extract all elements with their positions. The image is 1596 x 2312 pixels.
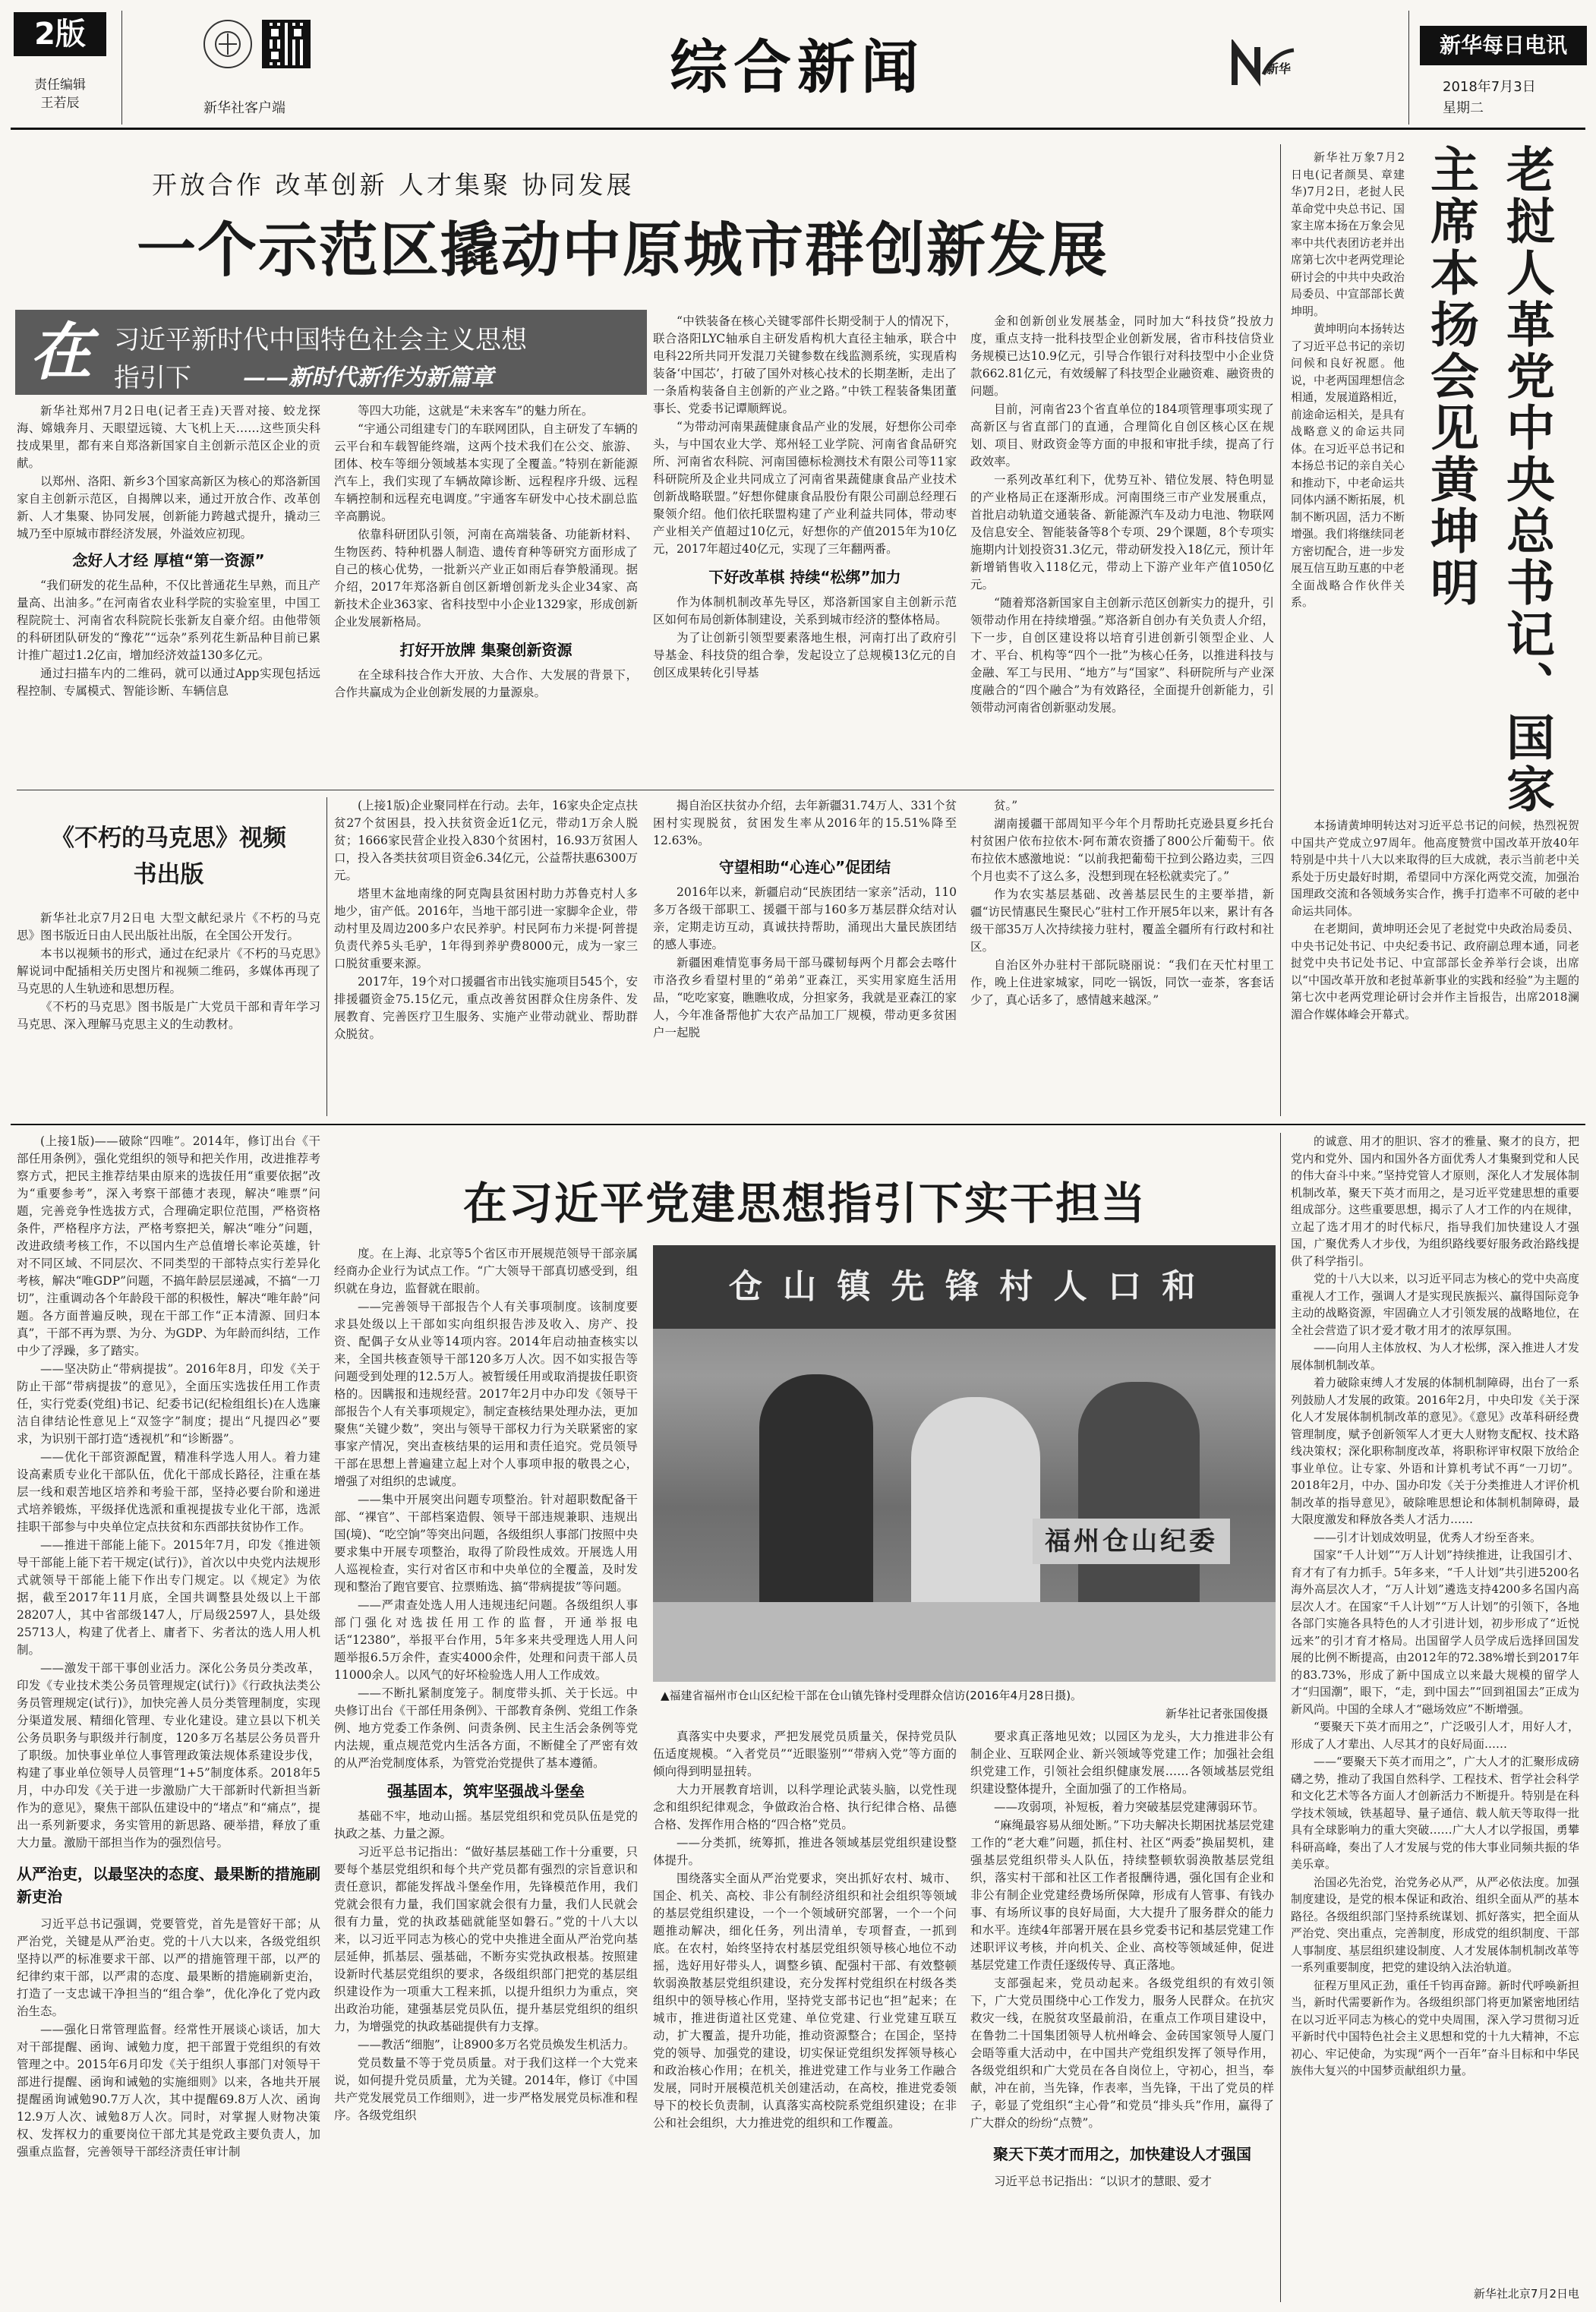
paragraph: ——教活“细胞”，让8900多万名党员焕发生机活力。	[358, 2038, 636, 2052]
paragraph: ——优化干部资源配置，精准科学选人用人。着力建设高素质专业化干部队伍，优化干部成长路径，注重在基层一线和艰苦地区培养和考验干部，坚持必要台阶和递进式培养锻炼，平级择优选派和重视提拔专业化干部，选派挂职干部参与中央单位定点扶贫和东西部扶贫协作工作。	[17, 1450, 320, 1534]
paragraph: 基础不牢，地动山摇。基层党组织和党员队伍是党的执政之基、力量之源。	[334, 1809, 638, 1840]
paragraph: 贫。”	[994, 799, 1018, 812]
series-tag: ——新时代新作为新篇章	[243, 364, 494, 391]
right-story-body-bottom	[1291, 817, 1579, 1116]
paragraph: ——完善领导干部报告个人有关事项制度。该制度要求县处级以上干部如实向组织报告涉及收入、房产、投资、配偶子女从业等14项内容。2014年启动抽查核实以来，全国共核查领导干部120多万人次。因不如实报告等问题受到处理的12.5万人。被暂缓任用或取消提拔任职资格的。因瞒报和违规经营。2017年2月中办印发《领导干部报告个人有关事项规定》，制定查核结果处理办法，更加聚焦“关键少数”，突出与领导干部权力行为关联紧密的家事家产情况，突出查核结果的运用和责任追究。党员领导干部在思想上普遍建立起上对个人事项申报的敬畏之心，增强了对组织的忠诚度。	[334, 1300, 638, 1488]
paragraph: 习近平总书记强调，党要管党，首先是管好干部；从严治党，关键是从严治吏。党的十八大以来，各级党组织坚持以严的标准要求干部、以严的措施管理干部，以严的纪律约束干部，以严肃的态度、最果断的措施刷新吏治，打造了一支忠诚干净担当的“组合拳”，优化净化了党内政治生态。	[17, 1917, 320, 2018]
paragraph: 塔里木盆地南缘的阿克陶县贫困村助力苏鲁克村人多地少，宙产低。2016年，当地干部引进一家脚伞企业，带动村里及周边200多户农民养驴。村民阿布力米提·阿普提负责代养5头毛驴，1年得到养驴费8000元，成为一家三口脱贫重要来源。	[334, 887, 638, 970]
editor-credit	[14, 76, 106, 112]
jump-story-col1	[334, 797, 638, 1116]
paper-name: 新华每日电讯	[1420, 26, 1587, 65]
paragraph: (上接1版)企业聚同样在行动。去年，16家央企定点扶贫27个贫困县，投入扶贫资金近1亿元，带动1万余人脱贫；1666家民营企业投入830个贫困村，16.93万贫困人口，投入各类扶贫项目资金6.34亿元，公益帮扶惠6300万元。	[334, 799, 638, 882]
subhead: 打好开放牌 集聚创新资源	[399, 641, 572, 659]
paragraph: 真落实中央要求，严把发展党员质量关，保持党员队伍适度规模。“入者党员”“近眼鉴别”“带病入党”等方面的倾向得到明显扭转。	[653, 1730, 957, 1778]
paragraph: 本扬请黄坤明转达对习近平总书记的问候，热烈祝贺中国共产党成立97周年。他高度赞赏中国改革开放40年特别是中共十八大以来取得的巨大成就，表示当前老中关系处于历史最好时期，希望同中方深化两党交流，加强治国理政交流和各领域务实合作，携手打造率不可破的老中命运共同体。	[1291, 819, 1579, 918]
paragraph: 新华社郑州7月2日电(记者王垚)天晋对接、蛟龙探海、嫦娥奔月、天眼望远镜、大飞机上天……这些顶尖科技成果里，都有来自郑洛新国家自主创新示范区企业的贡献。	[17, 404, 320, 470]
sidebar-headline: 《不朽的马克思》视频书出版	[51, 825, 286, 888]
jump-story-col3	[970, 797, 1274, 1116]
paragraph: “宇通公司组建专门的车联网团队，自主研发了车辆的云平台和车载智能终端，这两个技术我们在公交、旅游、团体、校车等细分领域基本实现了全覆盖。”特别在新能源汽车上，我们实现了车辆故障诊断、远程程序升级、远程车辆控制和远程充电调度。”宇通客车研发中心技术副总监辛高鹏说。	[334, 422, 638, 523]
paragraph: 黄坤明向本扬转达了习近平总书记的亲切问候和良好祝愿。他说，中老两国理想信念相通，发展道路相近，前途命运相关，是具有战略意义的命运共同体。在习近平总书记和本扬总书记的亲自关心和推动下，中老命运共同体内涵不断拓展，机制不断巩固，活力不断增强。我们将继续同老方密切配合，进一步发展互信互助互惠的中老全面战略合作伙伴关系。	[1291, 322, 1405, 609]
paragraph: 新疆困难情览事务局干部马碟韧每两个月都会去喀什市洛孜乡看望村里的“弟弟”亚森江，买实用家庭生活用品，“吃吃家宴，瞧瞧收成，分担家务，我就是亚森江的家人，今年准备帮他扩大农产品加工厂规模，带动更多贫困户一起脱	[653, 956, 957, 1039]
masthead	[0, 0, 1596, 129]
paragraph: 党员数量不等于党员质量。对于我们这样一个大党来说，如何提升党员质量，尤为关键。2014年，修订《中国共产党发展党员工作细则》，进一步严格发展党员标准和程序。各级党组织	[334, 2056, 638, 2122]
qr-caption: 新华社客户端	[203, 100, 285, 116]
main-story-col3	[653, 313, 957, 782]
paragraph: 支部强起来，党员动起来。各级党组织的有效引领下，广大党员围绕中心工作发力，服务人民群众。在抗灾救灾一线，在脱贫攻坚最前沿，在重点工作项目建设中，在鲁勃二十国集团领导人杭州峰会、金砖国家领导人厦门会晤等重大活动中，在中国共产党组织发挥了领导作用，各级党组织和广大党员在各自岗位上，守初心，担当，奉献，冲在前，当先锋，作表率，当先锋，干出了党员的样子，彰显了党组织“主心骨”和党员“排头兵”作用，赢得了广大群众的纷纷“点赞”。	[970, 1976, 1274, 2130]
paragraph: 等四大功能，这就是“未来客车”的魅力所在。	[358, 404, 594, 418]
paragraph: 新华社北京7月2日电 大型文献纪录片《不朽的马克思》图书版近日由人民出版社出版，在全国公开发行。	[17, 911, 320, 942]
paragraph: ——攻弱项，补短板，着力突破基层党建薄弱环节。	[994, 1800, 1265, 1814]
editor-role: 责任编辑	[34, 77, 86, 93]
qr-code-icon[interactable]	[262, 20, 311, 68]
paragraph: 习近平总书记指出：“以识才的慧眼、爱才	[994, 2175, 1212, 2188]
paragraph: 作为农实基层基础、改善基层民生的主要举措，新疆“访民情惠民生聚民心”驻村工作开展5年以来，累计有各级干部35万人次持续接力驻村，覆盖全疆所有行政村和社区。	[970, 888, 1274, 954]
paragraph: 以郑州、洛阳、新乡3个国家高新区为核心的郑洛新国家自主创新示范区，自揭牌以来，通过开放合作、改革创新、人才集聚、协同发展，创新能力跨越式提升，撬动三城乃至中原城市群经济发展，外溢效应初现。	[17, 475, 320, 541]
paragraph: “麻绳最容易从细处断。”下功夫解决长期困扰基层党建工作的“老大难”问题，抓住村、社区“两委”换届契机，建强基层党组织带头人队伍，持续整顿软弱涣散基层党组织，落实村干部和社区工作者报酬待遇，强化国有企业和非公有制企业党建经费场所保障，形成有人管事、有钱办事、有场所议事的良好局面，大大提升了服务群众的能力和水平。连续4年部署开展在县乡党委书记和基层党建工作述职评议考核，并向机关、企业、高校等领域延伸，促进基层党建工作责任逐级传导、真正落地。	[970, 1818, 1274, 1972]
main-story-col1	[17, 402, 320, 782]
paragraph: 国家“千人计划”“万人计划”持续推进，让我国引才、育才有了有力抓手。5年多来，“千人计划”共引进5200名海外高层次人才，“万人计划”遴选支持4200多名国内高层次人才。在国家“千人计划”“万人计划”的引领下，各地各部门实施各具特色的人才引进计划，初步形成了“近悦远来”的引才育才格局。出国留学人员学成后选择回国发展的比例不断提高，由2012年的72.38%增长到2017年的83.73%，形成了新中国成立以来最大规模的留学人才“归国潮”，眼下，“走，到中国去”“回到祖国去”正成为新风尚。中国的全球人才“磁场效应”不断增强。	[1291, 1548, 1579, 1716]
paragraph: 的诚意、用才的胆识、容才的雅量、聚才的良方，把党内和党外、国内和国外各方面优秀人才集聚到党和人民的伟大奋斗中来。”坚持党管人才原则，深化人才发展体制机制改革，聚天下英才而用之，是习近平党建思想的重要组成部分。这些重要思想，揭示了人才工作的内在规律，立起了选才用才的时代标尺，指导我们加快建设人才强国，广聚优秀人才步伐，为组织路线要好服务政治路线提供了科学指引。	[1291, 1134, 1579, 1268]
paragraph: “随着郑洛新国家自主创新示范区创新实力的提升，引领带动作用在持续增强。”郑洛新自创办有关负责人介绍，下一步，自创区建设将以培育引进创新引领型企业、人才、平台、机构等“四个一批”为核心任务，以推进科技与金融、军工与民用、“地方”与“国家”、科研院所与产业深度融合的“四个融合”为有效路径，全面提升创新能力，引领带动河南省创新驱动发展。	[970, 596, 1274, 714]
editor-name: 王若辰	[40, 96, 80, 111]
brand-logo-text: 新华	[1266, 62, 1292, 76]
paragraph: ——分类抓，统筹抓，推进各领域基层党组织建设整体提升。	[653, 1836, 957, 1867]
paragraph: ——向用人主体放权、为人才松绑，深入推进人才发展体制机制改革。	[1291, 1341, 1579, 1372]
right-headline-text: 老挝人革党中央总书记、国家主席本扬会见黄坤明	[1422, 144, 1554, 815]
paragraph: 大力开展教育培训，以科学理论武装头脑，以党性现念和组织纪律观念，争做政治合格、执行纪律合格、品德合格、发挥作用合格的“四合格”党员。	[653, 1783, 957, 1831]
sidebar-book-story	[17, 820, 320, 1116]
section-title: 综合新闻	[670, 33, 925, 101]
subhead: 强基固本，筑牢坚强战斗堡垒	[387, 1782, 585, 1800]
paragraph: 征程万里风正劲，重任千钧再奋蹄。新时代呼唤新担当，新时代需要新作为。各级组织部门将更加紧密地团结在以习近平同志为核心的党中央周围，深入学习贯彻习近平新时代中国特色社会主义思想和党的十九大精神，不忘初心、牢记使命，为实现“两个一百年”奋斗目标和中华民族伟大复兴的中国梦贡献组织力量。	[1291, 1978, 1579, 2077]
bottom-col1	[17, 1133, 320, 2302]
subhead: 守望相助“心连心”促团结	[718, 858, 891, 876]
paragraph: 在老期间，黄坤明还会见了老挝党中央政治局委员、中央书记处书记、中央纪委书记、政府副总理本通，同老挝党中央书记处书记、中宣部部长金养举行会谈，出席以“中国改革开放和老挝革新事业的实践和经验”为主题的第七次中老两党理论研讨会并作主旨报告，出席2018澜湄合作媒体峰会开幕式。	[1291, 922, 1579, 1021]
paragraph: 湖南援疆干部周知平今年个月帮助托克逊县夏乡托台村贫困户依布拉依木·阿布萧农资播了800公斤葡萄干。依布拉依木感激地说：“以前我把葡萄干拉到公路边卖，三四个月也卖不了这么多，没想到现在轻松就卖完了。”	[970, 817, 1274, 883]
series-big-char: 在	[30, 316, 92, 389]
paragraph: “要聚天下英才而用之”，广泛吸引人才，用好人才，形成了人才辈出、人尽其才的良好局面……	[1291, 1720, 1579, 1751]
photo-banner: 福州仓山纪委	[1033, 1519, 1230, 1564]
subhead: 从严治吏，以最坚决的态度、最果断的措施刷新吏治	[17, 1865, 320, 1906]
paragraph: 一系列改革红利下，优势互补、错位发展、特色明显的产业格局正在逐渐形成。河南围绕三市产业发展重点，首批启动轨道交通装备、新能源汽车及动力电池、物联网及信息安全、智能装备等8个专项、29个课题，8个专项实施期内计划投资31.3亿元，带动研发投入18亿元，预计年新增销售收入118亿元，带动上下游产业年产值1050亿元。	[970, 473, 1274, 591]
paragraph: 习近平总书记指出：“做好基层基础工作十分重要，只要每个基层党组织和每个共产党员都有强烈的宗旨意识和责任意识，都能发挥战斗堡垒作用，先锋模范作用，我们党就会很有力量，我们国家就会很有力量，我们人民就会很有力量，党的执政基础就能坚如磐石。”党的十八大以来，以习近平同志为核心的党中央推进全面从严治党向基层延伸，抓基层、强基础，不断夯实党执政根基。按照建设新时代基层党组织的要求，各级组织部门把党的基层组织建设作为一项重大工程来抓，以提升组织力为重点，突出政治功能，建强基层党员队伍，提升基层党组织的组织力，为增强党的执政基础提供有力支撑。	[334, 1845, 638, 2033]
bottom-col4	[970, 1728, 1274, 2302]
paragraph: “为带动河南果蔬健康食品产业的发展，好想你公司牵头，与中国农业大学、郑州轻工业学院、河南省食品研究所、河南省农科院、河南国德标检测技术有限公司等11家科研院所及企业共同成立了河南省果蔬健康食品产业技术创新战略联盟。”好想你健康食品股份有限公司副总经理石聚领介绍。他们依托联盟构建了产业利益共同体，带动枣产业相关产值超过10亿元，好想你的产值2015年为10亿元，2017年超过40亿元，实现了三年翻两番。	[653, 420, 957, 556]
paragraph: 为了让创新引领型要素落地生根，河南打出了政府引导基金、科技贷的组合拳，发起设立了总规模13亿元的自创区成果转化引导基	[653, 631, 957, 680]
series-banner	[15, 310, 647, 395]
paragraph: ——“要聚天下英才而用之”，广大人才的汇聚形成磅礴之势，推动了我国自然科学、工程技术、哲学社会科学和文化艺术等各方面人才创新活力不断提升。特别是在科学技术领域，铁基超导、量子通信、载人航天等取得一批具有全球影响力的重大突破……广大人才以学报国，勇攀科研高峰，奏出了人才发展与党的伟大事业同频共振的华美乐章。	[1291, 1755, 1579, 1871]
paragraph: ——激发干部干事创业活力。深化公务员分类改革，印发《专业技术类公务员管理规定(试行)》《行政执法类公务员管理规定(试行)》，加快完善人员分类管理制度，实现分渠道发展、精细化管理、专业化建设。建立县以下机关公务员职务与职级并行制度，120多万名基层公务员晋升了职级。加快事业单位人事管理政策法规体系建设步伐，构建了事业单位领导人员管理“1+5”制度体系。2018年5月，中办印发《关于进一步激励广大干部新时代新担当新作为的意见》，聚焦干部队伍建设中的“堵点”和“痛点”，提出一系列新要求，务实管用的新思路、硬举措，释放了重大力量。激励干部担当作为的强烈信号。	[17, 1661, 320, 1850]
page-number-box: 2版	[14, 12, 106, 56]
paragraph: 2016年以来，新疆启动“民族团结一家亲”活动，110多万各级干部职工、援疆干部与160多万基层群众结对认亲，定期走访互动，真诚扶持帮助，涌现出大量民族团结的感人事迹。	[653, 885, 957, 951]
bottom-dateline: 新华社北京7月2日电	[1473, 2287, 1579, 2301]
paragraph: 治国必先治党，治党务必从严，从严必依法度。加强制度建设，是党的根本保证和政治、组织全面从严的基本路径。各级组织部门坚持系统谋划、抓好落实，把全面从严治党、突出重点，完善制度，形成党的组织制度、干部人事制度、基层组织建设制度、人才发展体制机制改革等一系列重要制度，把党的建设纳入法治轨道。	[1291, 1875, 1579, 1974]
photo-caption: ▲福建省福州市仓山区纪检干部在仓山镇先锋村受理群众信访(2016年4月28日摄)。	[661, 1689, 1083, 1702]
paragraph: 在全球科技合作大开放、大合作、大发展的背景下，合作共赢成为企业创新发展的力量源泉。	[334, 668, 638, 699]
bottom-col3	[653, 1728, 957, 2302]
main-story-col4	[970, 313, 1274, 782]
bottom-col5	[1291, 1133, 1579, 2281]
paragraph: 要求真正落地见效；以园区为龙头，大力推进非公有制企业、互联网企业、新兴领域等党建工作；加强社会组织党建工作，引领社会组织健康发展……各领域基层党组织建设整体提升，全面加强了的工作格局。	[970, 1730, 1274, 1796]
paragraph: 党的十八大以来，以习近平同志为核心的党中央高度重视人才工作，强调人才是实现民族振兴、赢得国际竞争主动的战略资源，牢固确立人才引领发展的战略地位，在全社会营造了识才爱才敬才用才的浓厚氛围。	[1291, 1272, 1579, 1337]
paragraph: ——不断扎紧制度笼子。制度带头抓、关于长远。中央修订出台《干部任用条例》、干部教育条例、党组工作条例、地方党委工作条例、问责条例、民主生活会条例等党内法规，重点规范党内生活各方面，不断健全了严密有效的从严治党制度体系，为管党治党提供了基本遵循。	[334, 1686, 638, 1770]
issue-weekday: 星期二	[1443, 100, 1484, 116]
paragraph: ——推进干部能上能下。2015年7月，印发《推进领导干部能上能下若干规定(试行)》，首次以中央党内法规形式就领导干部能上能下作出专门规定。以《规定》为依据，截至2017年11月底，全国共调整县处级以上干部28207人，其中省部级147人，厅局级2597人，县处级25713人，构建了优者上、庸者下、劣者汰的选人用人机制。	[17, 1538, 320, 1657]
paragraph: 目前，河南省23个省直单位的184项管理事项实现了高新区与省直部门的直通，合理简化自创区核心区在规划、项目、财政资金等方面的申报和审批手续，提高了行政效率。	[970, 402, 1274, 468]
paragraph: ——严肃查处选人用人违规违纪问题。各级组织人事部门强化对选拔任用工作的监督，开通举报电话“12380”，举报平台作用，5年多来共受理选人用人问题举报6.5万余件，查实4000余件，处理和问责干部人员11000余人。以风气的好坏检验选人用人工作成效。	[334, 1598, 638, 1682]
main-story-kicker: 开放合作 改革创新 人才集聚 协同发展	[152, 170, 635, 200]
subhead: 念好人才经 厚植“第一资源”	[72, 551, 265, 569]
paragraph: 金和创新创业发展基金，同时加大“科技贷”投放力度，重点支持一批科技型企业创新发展，省市科技信贷业务规模已达10.9亿元，引导合作银行对科技型中小企业贷款662.81亿元，有效缓解了科技型企业融资难、融资贵的问题。	[970, 314, 1274, 398]
right-story-headline	[1412, 144, 1579, 858]
paragraph: 通过扫描车内的二维码，就可以通过App实现包括远程控制、专属模式、智能诊断、车辆信息	[17, 667, 320, 698]
paragraph: 本书以视频书的形式，通过在纪录片《不朽的马克思》解说词中配插相关历史图片和视频二维码，多媒体再现了马克思的人生轨迹和思想历程。	[17, 947, 320, 995]
main-story-col2	[334, 402, 638, 782]
paragraph: “中铁装备在核心关键零部件长期受制于人的情况下，联合洛阳LYC轴承自主研发盾构机大直径主轴承，联合中电科22所共同开发混刀关键参数在线监测系统，实现盾构装备‘中国芯’，打破了国外对核心技术的长期垄断，走出了一条盾构装备自主创新的产业之路。”中铁工程装备集团董事长、党委书记谭顺辉说。	[653, 314, 957, 415]
paragraph: (上接1版)——破除“四唯”。2014年，修订出台《干部任用条例》，强化党组织的领导和把关作用，改进推荐考察方式，把民主推荐结果由原来的选拔任用“重要依据”改为“重要参考”，深入考察干部德才表现，解决“唯票”问题，完善竞争性选拔方式，合理确定职位范围，严格资格条件，严格程序方法，严格考察把关，解决“唯分”问题，改进政绩考核工作，不以国内生产总值增长率论英雄，针对不同区域、不同层次、不同类型的干部特点实行差异化考核，解决“唯GDP”问题，不搞年龄层层递减，不搞“一刀切”，注重调动各个年龄段干部的积极性，解决“唯年龄”问题。各方面普遍反映，现在干部工作“正本清源、回归本真”，干部不再为票、为分、为GDP、为年龄而纠结，工作中少了浮躁，多了踏实。	[17, 1134, 320, 1358]
paragraph: ——强化日常管理监督。经常性开展谈心谈话，加大对干部提醒、函询、诫勉力度，把干部置于党组织的有效管理之中。2015年6月印发《关于组织人事部门对领导干部进行提醒、函询和诫勉的实施细则》以来，各地共开展提醒函询诫勉90.7万人次，其中提醒69.8万人次、函询12.9万人次、诫勉8万人次。同时，对掌握人财物决策权、发挥权力的重要岗位干部尤其是党政主要负责人，加强重点监督，完善领导干部经济责任审计制	[17, 2023, 320, 2159]
bottom-story-headline: 在习近平党建思想指引下实干担当	[462, 1178, 1147, 1229]
paragraph: 作为体制机制改革先导区，郑洛新国家自主创新示范区如何布局创新体制建设，关系到城市经济的整体格局。	[653, 595, 957, 626]
photo-sign: 仓 山 镇 先 锋 村 人 口 和	[653, 1245, 1276, 1329]
series-line1: 习近平新时代中国特色社会主义思想	[114, 325, 527, 355]
paragraph: “我们研发的花生品种，不仅比普通花生早熟，而且产量高、出油多。”在河南省农业科学院的实验室里，中国工程院院士、河南省农科院院长张新友自豪介绍。由他带领的科研团队研发的“豫花”“远杂”系列花生新品种目前已累计推广超过1.2亿亩，增加经济效益130多亿元。	[17, 579, 320, 662]
paragraph: 度。在上海、北京等5个省区市开展规范领导干部亲属经商办企业行为试点工作。“广大领导干部真切感受到，组织就在身边，监督就在眼前。	[334, 1247, 638, 1295]
right-story-body-top	[1291, 149, 1405, 802]
news-photo	[653, 1245, 1276, 1682]
jump-story-col2	[653, 797, 957, 1116]
paragraph: ——集中开展突出问题专项整治。针对超职数配备干部、“裸官”、干部档案造假、领导干部违规兼职、违规出国(境)、“吃空饷”等突出问题，各级组织人事部门按照中央要求集中开展专项整治，取得了阶段性成效。开展选人用人巡视检查，实行对省区市和中央单位的全覆盖，及时发现和整治了跑官要官、拉票贿选、搞“带病提拔”等问题。	[334, 1493, 638, 1594]
photo-credit: 新华社记者张国俊摄	[1165, 1707, 1268, 1721]
photo-desk	[653, 1602, 1276, 1682]
paragraph: 自治区外办驻村干部阮晓丽说：“我们在天忙村里工作，晚上住进家城家，同吃一锅饭，同饮一壶茶，客套话少了，真心话多了，感情越来越深。”	[970, 958, 1274, 1007]
issue-date: 2018年7月3日	[1443, 79, 1536, 95]
paragraph: 着力破除束缚人才发展的体制机制障碍，出台了一系列鼓励人才发展的政策。2016年2月，中央印发《关于深化人才发展体制机制改革的意见》。《意见》改革科研经费管理制度，赋予创新领军人才更大人财物支配权、技术路线决策权；深化职称制度改革，将职称评审权限下放给企事业单位。让专家、外语和计算机考试不再“一刀切”。2018年2月，中办、国办印发《关于分类推进人才评价机制改革的指导意见》，破除唯思想论和体制机制障碍，最大限度激发和释放各类人才活力……	[1291, 1376, 1579, 1526]
paragraph: 依靠科研团队引领，河南在高端装备、功能新材料、生物医药、特种机器人制造、遗传育种等研究方面形成了自己的核心优势，一批新兴产业正如雨后春笋般涌现。据介绍，2017年郑洛新自创区新增创新龙头企业34家、高新技术企业363家、省科技型中小企业1329家，形成创新企业发展新格局。	[334, 528, 638, 629]
paragraph: 新华社万象7月2日电(记者颜昊、章建华)7月2日，老挝人民革命党中央总书记、国家主席本扬在万象会见率中共代表团访老并出席第七次中老两党理论研讨会的中共中央政治局委员、中宣部部长黄坤明。	[1291, 150, 1405, 318]
bottom-col2	[334, 1245, 638, 2302]
series-line2: 指引下	[114, 363, 191, 393]
main-story-headline: 一个示范区撬动中原城市群创新发展	[137, 216, 1109, 285]
paragraph: 《不朽的马克思》图书版是广大党员干部和青年学习马克思、深入理解马克思主义的生动教材。	[17, 1000, 320, 1031]
subhead: 聚天下英才而用之，加快建设人才强国	[993, 2145, 1251, 2163]
paragraph: 揭自治区扶贫办介绍，去年新疆31.74万人、331个贫困村实现脱贫，贫困发生率从2016年的15.51%降至12.63%。	[653, 799, 957, 847]
subhead: 下好改革棋 持续“松绑”加力	[708, 568, 901, 586]
brand-logo	[1230, 39, 1298, 90]
paragraph: 2017年，19个对口援疆省市出钱实施项目545个，安排援疆资金75.15亿元，重点改善贫困群众住房条件、发展教育、完善医疗卫生服务、实施产业带动就业、帮助群众脱贫。	[334, 975, 638, 1041]
xinhua-news-logo	[203, 20, 252, 68]
paragraph: 围绕落实全面从严治党要求，突出抓好农村、城市、国企、机关、高校、非公有制经济组织和社会组织等领域的基层党组织建设，一个一个领域研究部署，一个一个问题推动解决，细化任务，列出清单，专项督查，一抓到底。在农村，始终坚持农村基层党组织领导核心地位不动摇，选好用好带头人，调整乡镇、配强村干部、有效整顿软弱涣散基层党组织建设，充分发挥村党组织在村级各类组织中的领导核心作用，坚持党支部书记也“担”起来；在城市，推进街道社区党建、单位党建、行业党建互联互动，扩大覆盖，提升功能，推动资源整合；在国企，坚持党的领导、加强党的建设，切实保证党组织发挥领导核心和政治核心作用；在机关，推进党建工作与业务工作融合发展，同时开展模范机关创建活动，在高校，推进党委领导下的校长负责制，认真落实高校院系党组织建设；在非公和社会组织，大力推进党的组织和工作覆盖。	[653, 1872, 957, 2130]
paragraph: ——坚决防止“带病提拔”。2016年8月，印发《关于防止干部“带病提拔”的意见》，全面压实选拔任用工作责任，实行党委(党组)书记、纪委书记(纪检组组长)在人选廉洁自律结论性意见上“双签字”制度；提出“凡提四必”要求，为识别干部打造“透视机”和“诊断器”。	[17, 1362, 320, 1446]
paragraph: ——引才计划成效明显，优秀人才纷至沓来。	[1314, 1530, 1542, 1544]
